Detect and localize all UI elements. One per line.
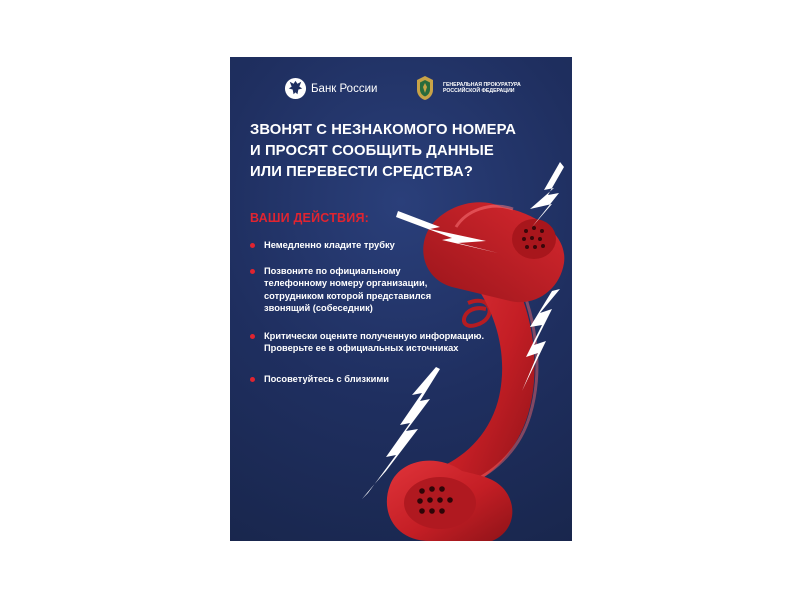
poster: [230, 57, 572, 541]
action-text: Немедленно кладите трубку: [264, 240, 395, 250]
eagle-emblem-icon: [284, 76, 307, 101]
prosecutor-emblem-icon: [413, 74, 437, 102]
list-item: [250, 239, 550, 251]
list-item: [250, 265, 550, 315]
action-text: Посоветуйтесь с близкими: [264, 374, 389, 384]
actions-title: ВАШИ ДЕЙСТВИЯ:: [250, 211, 369, 225]
bullet-icon: [250, 269, 255, 274]
action-text: звонящий (собеседник): [264, 303, 373, 314]
action-text: Критически оцените полученную информацию.: [264, 331, 485, 341]
action-text: Позвоните по официальному: [264, 266, 401, 276]
handset-mouthpiece: [387, 461, 512, 541]
headline-line-1: ЗВОНЯТ С НЕЗНАКОМОГО НОМЕРА: [250, 122, 517, 138]
prosecutor-name-line-1: ГЕНЕРАЛЬНАЯ ПРОКУРАТУРА: [443, 81, 521, 88]
bank-of-russia-logo: [284, 76, 377, 101]
action-text: телефонному номеру организации,: [264, 278, 428, 289]
headline-line-2: И ПРОСЯТ СООБЩИТЬ ДАННЫЕ: [250, 143, 494, 159]
headline: [250, 120, 555, 183]
bullet-icon: [250, 377, 255, 382]
prosecutor-office-logo: [413, 74, 533, 102]
list-item: [250, 330, 550, 355]
prosecutor-name-line-2: РОССИЙСКОЙ ФЕДЕРАЦИИ: [443, 88, 515, 94]
bank-name: Банк России: [311, 82, 378, 95]
action-text: сотрудником которой представился: [264, 290, 432, 301]
bullet-icon: [250, 334, 255, 339]
bullet-icon: [250, 243, 255, 248]
headline-line-3: ИЛИ ПЕРЕВЕСТИ СРЕДСТВА?: [250, 164, 473, 180]
action-text: Проверьте ее в официальных источниках: [264, 343, 459, 354]
list-item: [250, 373, 550, 385]
